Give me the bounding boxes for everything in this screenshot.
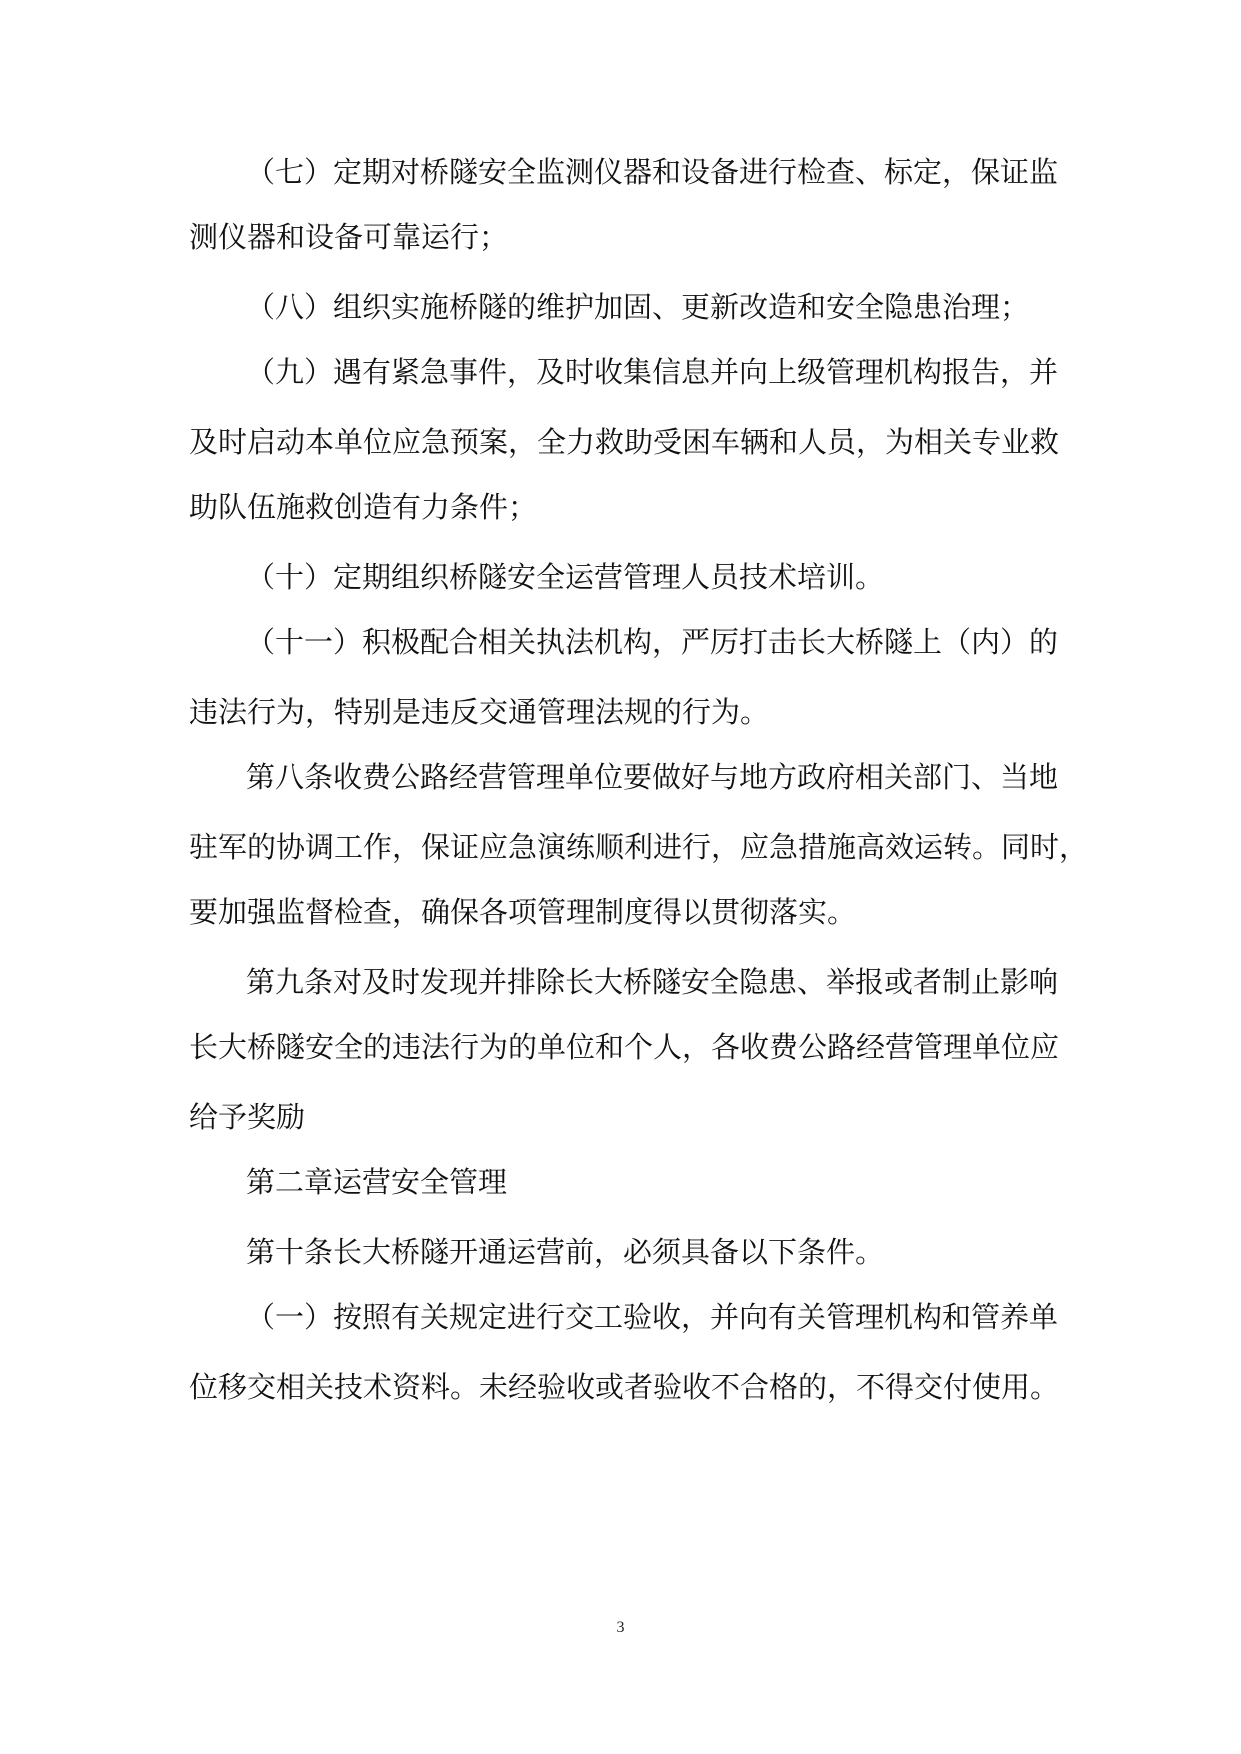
paragraph-line: （十一）积极配合相关执法机构，严厉打击长大桥隧上（内）的 xyxy=(246,625,1059,659)
paragraph-line: 助队伍施救创造有力条件； xyxy=(189,490,538,524)
paragraph-line: 第八条收费公路经营管理单位要做好与地方政府相关部门、当地 xyxy=(246,760,1059,794)
paragraph-line: 位移交相关技术资料。未经验收或者验收不合格的，不得交付使用。 xyxy=(189,1370,1060,1404)
paragraph-line: 要加强监督检查，确保各项管理制度得以贯彻落实。 xyxy=(189,895,857,929)
page-number: 3 xyxy=(616,1619,625,1636)
paragraph-line: （七）定期对桥隧安全监测仪器和设备进行检查、标定，保证监 xyxy=(246,155,1059,189)
paragraph-line: 第九条对及时发现并排除长大桥隧安全隐患、举报或者制止影响 xyxy=(246,965,1059,999)
paragraph-line: （八）组织实施桥隧的维护加固、更新改造和安全隐患治理； xyxy=(246,290,1030,324)
paragraph-line: （十）定期组织桥隧安全运营管理人员技术培训。 xyxy=(246,560,885,594)
paragraph-line: （一）按照有关规定进行交工验收，并向有关管理机构和管养单 xyxy=(246,1300,1059,1334)
paragraph-line: 长大桥隧安全的违法行为的单位和个人，各收费公路经营管理单位应 xyxy=(189,1030,1060,1064)
paragraph-line: 及时启动本单位应急预案，全力救助受困车辆和人员，为相关专业救 xyxy=(189,425,1060,459)
paragraph-line: 第十条长大桥隧开通运营前，必须具备以下条件。 xyxy=(246,1235,885,1269)
paragraph-line: 驻军的协调工作，保证应急演练顺利进行，应急措施高效运转。同时， xyxy=(189,830,1089,864)
paragraph-line: 违法行为，特别是违反交通管理法规的行为。 xyxy=(189,695,770,729)
paragraph-line: （九）遇有紧急事件，及时收集信息并向上级管理机构报告，并 xyxy=(246,355,1059,389)
paragraph-line: 测仪器和设备可靠运行； xyxy=(189,220,509,254)
chapter-heading: 第二章运营安全管理 xyxy=(246,1165,508,1199)
paragraph-line: 给予奖励 xyxy=(189,1100,306,1134)
